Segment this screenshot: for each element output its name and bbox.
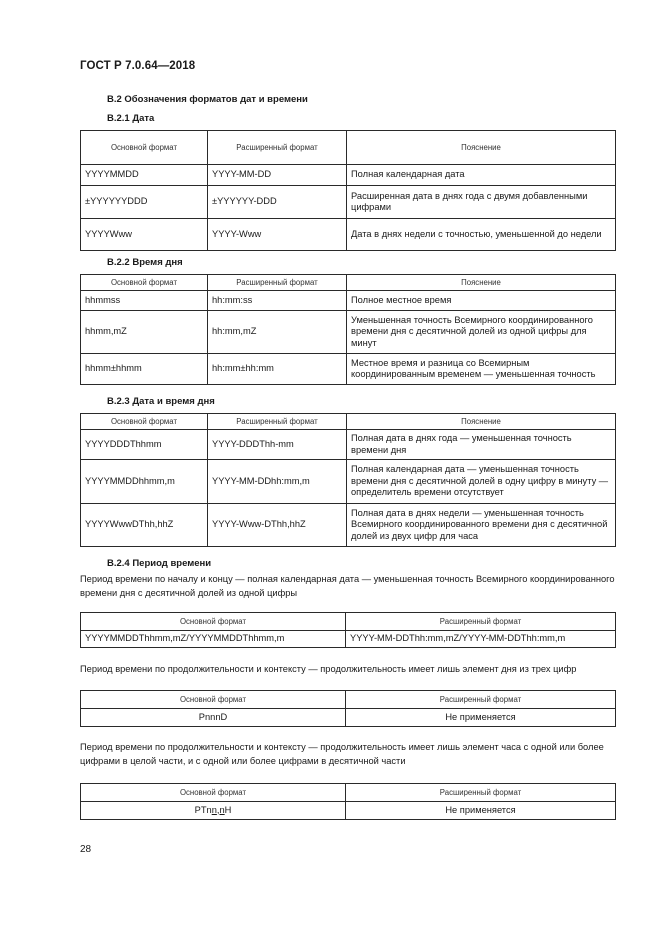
- subsection-period-title: В.2.4 Период времени: [107, 558, 212, 569]
- cell-basic: YYYYDDDThhmm: [81, 430, 208, 460]
- cell-note: Расширенная дата в днях года с двумя добавленными цифрами: [347, 186, 616, 219]
- column-header-note: Пояснение: [347, 131, 616, 165]
- column-header-basic: Основной формат: [81, 275, 208, 291]
- column-header-basic: Основной формат: [81, 691, 346, 709]
- cell-note: Дата в днях недели с точностью, уменьшенной до недели: [347, 219, 616, 251]
- document-code: ГОСТ Р 7.0.64—2018: [80, 60, 196, 72]
- table-row: [81, 311, 616, 354]
- column-header-basic: Основной формат: [81, 613, 346, 631]
- period-table-3: [80, 783, 616, 820]
- cell-note: Полная календарная дата — уменьшенная точность времени дня с десятичной долей в одну цифру в минуту — определитель времени отсутствует: [347, 460, 616, 504]
- column-header-extended: Расширенный формат: [346, 613, 616, 631]
- subsection-time-title: В.2.2 Время дня: [107, 257, 183, 268]
- column-header-basic: Основной формат: [81, 131, 208, 165]
- period-intro-2: Период времени по продолжительности и контексту — продолжительность имеет лишь элемент дня из трех цифр: [80, 664, 577, 674]
- table-header-row: [81, 784, 616, 802]
- table-row: [81, 291, 616, 311]
- table-row: [81, 219, 616, 251]
- column-header-extended: Расширенный формат: [208, 414, 347, 430]
- cell-extended: YYYY-MM-DDhh:mm,m: [208, 460, 347, 504]
- cell-basic: ±YYYYYYDDD: [81, 186, 208, 219]
- table-row: [81, 354, 616, 385]
- period-table-2: [80, 690, 616, 727]
- table-header-row: [81, 275, 616, 291]
- cell-note: Полная календарная дата: [347, 165, 616, 186]
- datetime-formats-table: [80, 413, 616, 547]
- column-header-basic: Основной формат: [81, 414, 208, 430]
- cell-basic: YYYYMMDDThhmm,mZ/YYYYMMDDThhmm,m: [81, 631, 346, 648]
- table-row: [81, 802, 616, 820]
- basic-underlined-2: n: [219, 804, 225, 815]
- cell-note: Полная дата в днях недели — уменьшенная точность Всемирного координированного времени дня с десятичной долей из двух цифр для часа: [347, 504, 616, 547]
- section-title: В.2 Обозначения форматов дат и времени: [107, 94, 308, 105]
- table-header-row: [81, 613, 616, 631]
- basic-underlined-1: n: [211, 804, 217, 815]
- table-header-row: [81, 691, 616, 709]
- basic-prefix: PTn: [194, 804, 212, 815]
- cell-extended: ±YYYYYY-DDD: [208, 186, 347, 219]
- period-intro-1: Период времени по началу и концу — полная календарная дата — уменьшенная точность Всемирного координированного времени дня с десятичной долей из одной цифры: [80, 574, 615, 598]
- basic-suffix: H: [224, 804, 232, 815]
- table-row: [81, 504, 616, 547]
- table-header-row: [81, 131, 616, 165]
- cell-extended: hh:mm:ss: [208, 291, 347, 311]
- period-table-1: [80, 612, 616, 648]
- table-row: [81, 165, 616, 186]
- cell-note: Полная дата в днях года — уменьшенная точность времени дня: [347, 430, 616, 460]
- time-formats-table: [80, 274, 616, 385]
- date-formats-table: [80, 130, 616, 251]
- column-header-extended: Расширенный формат: [208, 131, 347, 165]
- column-header-extended: Расширенный формат: [346, 691, 616, 709]
- cell-note: Полное местное время: [347, 291, 616, 311]
- cell-extended: YYYY-MM-DDThh:mm,mZ/YYYY-MM-DDThh:mm,m: [346, 631, 616, 648]
- column-header-note: Пояснение: [347, 414, 616, 430]
- column-header-extended: Расширенный формат: [208, 275, 347, 291]
- subsection-date-title: В.2.1 Дата: [107, 113, 155, 124]
- cell-note: Местное время и разница со Всемирным координированным временем — уменьшенная точность: [347, 354, 616, 385]
- column-header-extended: Расширенный формат: [346, 784, 616, 802]
- table-row: [81, 460, 616, 504]
- cell-basic: [81, 802, 346, 820]
- table-row: [81, 186, 616, 219]
- cell-basic: YYYYMMDD: [81, 165, 208, 186]
- cell-basic: PnnnD: [81, 709, 346, 727]
- cell-extended: hh:mm,mZ: [208, 311, 347, 354]
- cell-extended: YYYY-Www: [208, 219, 347, 251]
- cell-extended: Не применяется: [346, 802, 616, 820]
- page-number: 28: [80, 844, 92, 855]
- table-header-row: [81, 414, 616, 430]
- cell-extended: YYYY-MM-DD: [208, 165, 347, 186]
- subsection-datetime-title: В.2.3 Дата и время дня: [107, 396, 215, 407]
- cell-extended: YYYY-Www-DThh,hhZ: [208, 504, 347, 547]
- cell-basic: YYYYMMDDhhmm,m: [81, 460, 208, 504]
- column-header-note: Пояснение: [347, 275, 616, 291]
- cell-basic: YYYYWww: [81, 219, 208, 251]
- basic-separator: ,: [216, 804, 220, 815]
- cell-extended: YYYY-DDDThh-mm: [208, 430, 347, 460]
- table-row: [81, 430, 616, 460]
- cell-basic: hhmm,mZ: [81, 311, 208, 354]
- table-row: [81, 631, 616, 648]
- cell-basic: YYYYWwwDThh,hhZ: [81, 504, 208, 547]
- column-header-basic: Основной формат: [81, 784, 346, 802]
- cell-extended: hh:mm±hh:mm: [208, 354, 347, 385]
- cell-basic: hhmm±hhmm: [81, 354, 208, 385]
- cell-extended: Не применяется: [346, 709, 616, 727]
- table-row: [81, 709, 616, 727]
- period-intro-3: Период времени по продолжительности и контексту — продолжительность имеет лишь элемент часа с одной или более цифрами в целой части, и с одной или более цифрами в десятичной части: [80, 742, 604, 766]
- cell-basic: hhmmss: [81, 291, 208, 311]
- cell-note: Уменьшенная точность Всемирного координированного времени дня с десятичной долей из одной цифры для минут: [347, 311, 616, 354]
